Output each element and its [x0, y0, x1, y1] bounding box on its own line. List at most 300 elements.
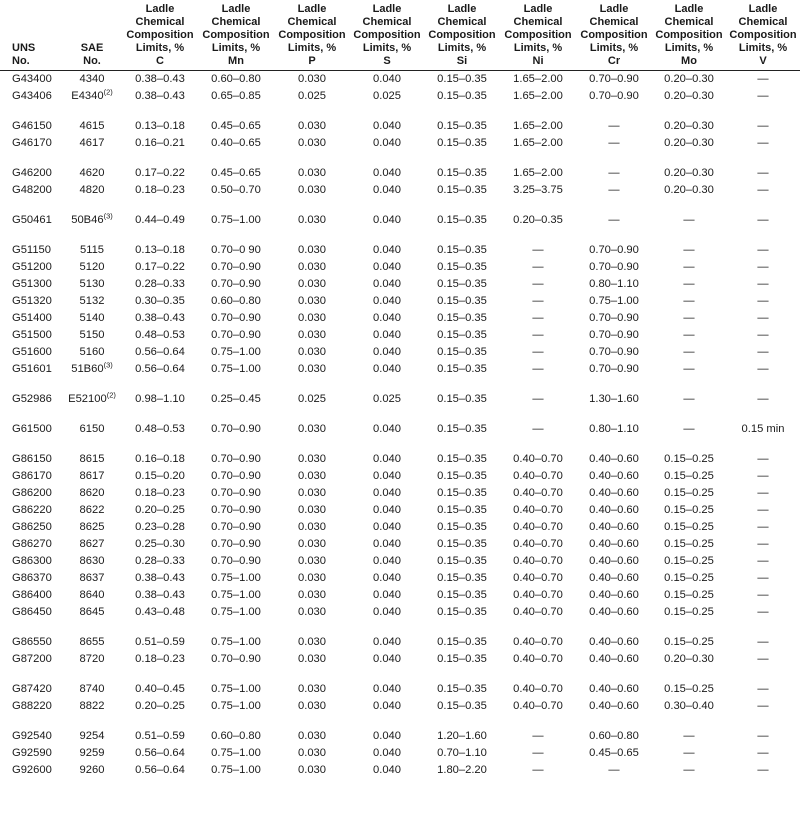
- cell-si: 0.15–0.35: [437, 423, 487, 435]
- cell-c: 0.13–0.18: [135, 120, 185, 132]
- cell-mo: 0.15–0.25: [664, 487, 714, 499]
- cell-v: —: [757, 453, 769, 465]
- cell-ni: —: [532, 295, 544, 307]
- cell-s: 0.025: [373, 393, 401, 405]
- cell-p: 0.030: [298, 555, 326, 567]
- cell-mo: —: [683, 747, 695, 759]
- cell-ni: —: [532, 423, 544, 435]
- cell-mo: —: [683, 295, 695, 307]
- cell-v: —: [757, 244, 769, 256]
- cell-s: 0.040: [373, 653, 401, 665]
- header-si: Ladle Chemical Composition Limits, % Si: [428, 3, 496, 67]
- cell-v: —: [757, 167, 769, 179]
- cell-uns: G86170: [12, 470, 52, 482]
- table-row: [0, 536, 800, 553]
- cell-ni: —: [532, 393, 544, 405]
- cell-c: 0.56–0.64: [135, 764, 185, 776]
- cell-p: 0.030: [298, 730, 326, 742]
- cell-v: —: [757, 214, 769, 226]
- cell-si: 1.80–2.20: [437, 764, 487, 776]
- cell-sae: 8630: [79, 555, 105, 567]
- cell-c: 0.30–0.35: [135, 295, 185, 307]
- footnote-ref: (2): [106, 390, 116, 400]
- cell-mo: 0.20–0.30: [664, 137, 714, 149]
- cell-si: 0.15–0.35: [437, 636, 487, 648]
- cell-s: 0.040: [373, 487, 401, 499]
- cell-s: 0.040: [373, 453, 401, 465]
- cell-v: —: [757, 363, 769, 375]
- header-uns: UNS No.: [12, 42, 36, 67]
- cell-sae: 8622: [79, 504, 105, 516]
- cell-si: 0.15–0.35: [437, 683, 487, 695]
- cell-c: 0.56–0.64: [135, 346, 185, 358]
- cell-si: 0.15–0.35: [437, 167, 487, 179]
- cell-v: —: [757, 589, 769, 601]
- cell-v: —: [757, 120, 769, 132]
- cell-si: 0.15–0.35: [437, 73, 487, 85]
- table-row: [0, 728, 800, 745]
- cell-ni: —: [532, 261, 544, 273]
- cell-ni: 0.40–0.70: [513, 470, 563, 482]
- cell-mn: 0.70–0.90: [211, 521, 261, 533]
- cell-mo: 0.20–0.30: [664, 90, 714, 102]
- cell-si: 0.15–0.35: [437, 453, 487, 465]
- cell-v: —: [757, 653, 769, 665]
- cell-sae: 8620: [79, 487, 105, 499]
- cell-mo: —: [683, 730, 695, 742]
- cell-sae: 50B46$^{(3)}$: [71, 211, 113, 226]
- table-row: [0, 242, 800, 259]
- row-spacer: [0, 105, 800, 118]
- cell-mn: 0.70–0 90: [211, 244, 261, 256]
- cell-p: 0.030: [298, 683, 326, 695]
- cell-s: 0.040: [373, 423, 401, 435]
- cell-mo: —: [683, 764, 695, 776]
- cell-sae: 8822: [79, 700, 105, 712]
- cell-cr: 0.75–1.00: [589, 295, 639, 307]
- cell-cr: 0.70–0.90: [589, 346, 639, 358]
- cell-si: 0.15–0.35: [437, 261, 487, 273]
- cell-uns: G51300: [12, 278, 52, 290]
- cell-cr: 0.40–0.60: [589, 572, 639, 584]
- cell-v: —: [757, 470, 769, 482]
- cell-sae: 8640: [79, 589, 105, 601]
- cell-mo: —: [683, 423, 695, 435]
- cell-sae: 51B60$^{(3)}$: [71, 360, 113, 375]
- cell-sae: 4340: [79, 73, 105, 85]
- cell-si: 0.15–0.35: [437, 487, 487, 499]
- cell-cr: 0.45–0.65: [589, 747, 639, 759]
- cell-uns: G51600: [12, 346, 52, 358]
- cell-uns: G87420: [12, 683, 52, 695]
- cell-p: 0.030: [298, 470, 326, 482]
- cell-ni: —: [532, 346, 544, 358]
- cell-si: 0.15–0.35: [437, 504, 487, 516]
- cell-p: 0.030: [298, 606, 326, 618]
- cell-uns: G86270: [12, 538, 52, 550]
- cell-c: 0.38–0.43: [135, 572, 185, 584]
- cell-p: 0.030: [298, 214, 326, 226]
- cell-uns: G48200: [12, 184, 52, 196]
- table-row: [0, 421, 800, 438]
- cell-cr: 0.70–0.90: [589, 90, 639, 102]
- table-row: [0, 344, 800, 361]
- cell-v: —: [757, 636, 769, 648]
- cell-p: 0.030: [298, 521, 326, 533]
- cell-mn: 0.45–0.65: [211, 120, 261, 132]
- table-row: [0, 118, 800, 135]
- cell-sae: 5115: [79, 244, 105, 256]
- cell-mo: —: [683, 329, 695, 341]
- cell-cr: 0.40–0.60: [589, 555, 639, 567]
- cell-ni: —: [532, 730, 544, 742]
- cell-sae: 8617: [79, 470, 105, 482]
- cell-ni: 0.40–0.70: [513, 606, 563, 618]
- table-row: [0, 165, 800, 182]
- cell-mn: 0.70–0.90: [211, 487, 261, 499]
- cell-cr: 0.70–0.90: [589, 329, 639, 341]
- cell-c: 0.51–0.59: [135, 636, 185, 648]
- cell-sae: 8645: [79, 606, 105, 618]
- cell-cr: 0.40–0.60: [589, 589, 639, 601]
- table-body: [0, 71, 800, 780]
- cell-s: 0.040: [373, 555, 401, 567]
- cell-mo: 0.15–0.25: [664, 453, 714, 465]
- cell-v: —: [757, 555, 769, 567]
- cell-c: 0.20–0.25: [135, 700, 185, 712]
- cell-p: 0.030: [298, 346, 326, 358]
- table-row: [0, 135, 800, 152]
- cell-ni: 3.25–3.75: [513, 184, 563, 196]
- cell-s: 0.040: [373, 538, 401, 550]
- cell-s: 0.040: [373, 214, 401, 226]
- cell-s: 0.040: [373, 589, 401, 601]
- cell-cr: 0.70–0.90: [589, 244, 639, 256]
- cell-mn: 0.45–0.65: [211, 167, 261, 179]
- cell-c: 0.17–0.22: [135, 167, 185, 179]
- cell-v: —: [757, 572, 769, 584]
- cell-ni: 1.65–2.00: [513, 120, 563, 132]
- cell-v: —: [757, 504, 769, 516]
- cell-mo: —: [683, 261, 695, 273]
- cell-sae: 8627: [79, 538, 105, 550]
- cell-c: 0.56–0.64: [135, 363, 185, 375]
- cell-uns: G61500: [12, 423, 52, 435]
- cell-uns: G43400: [12, 73, 52, 85]
- cell-sae: 5130: [79, 278, 105, 290]
- cell-sae: 8720: [79, 653, 105, 665]
- cell-mn: 0.75–1.00: [211, 589, 261, 601]
- cell-si: 0.15–0.35: [437, 90, 487, 102]
- cell-ni: 0.20–0.35: [513, 214, 563, 226]
- cell-p: 0.025: [298, 90, 326, 102]
- cell-c: 0.25–0.30: [135, 538, 185, 550]
- cell-uns: G87200: [12, 653, 52, 665]
- cell-mo: —: [683, 346, 695, 358]
- cell-uns: G51320: [12, 295, 52, 307]
- cell-s: 0.040: [373, 167, 401, 179]
- cell-p: 0.030: [298, 167, 326, 179]
- cell-c: 0.40–0.45: [135, 683, 185, 695]
- cell-c: 0.38–0.43: [135, 73, 185, 85]
- cell-p: 0.030: [298, 700, 326, 712]
- cell-sae: 8655: [79, 636, 105, 648]
- row-spacer: [0, 152, 800, 165]
- cell-s: 0.040: [373, 700, 401, 712]
- cell-c: 0.44–0.49: [135, 214, 185, 226]
- cell-mo: 0.20–0.30: [664, 167, 714, 179]
- cell-v: —: [757, 538, 769, 550]
- cell-cr: —: [608, 167, 620, 179]
- cell-cr: 0.60–0.80: [589, 730, 639, 742]
- cell-s: 0.040: [373, 278, 401, 290]
- cell-v: —: [757, 747, 769, 759]
- cell-uns: G86550: [12, 636, 52, 648]
- cell-si: 0.15–0.35: [437, 214, 487, 226]
- row-spacer: [0, 408, 800, 421]
- cell-uns: G43406: [12, 90, 52, 102]
- cell-s: 0.040: [373, 184, 401, 196]
- cell-mn: 0.75–1.00: [211, 747, 261, 759]
- cell-mn: 0.70–0.90: [211, 470, 261, 482]
- cell-ni: 0.40–0.70: [513, 504, 563, 516]
- cell-uns: G46150: [12, 120, 52, 132]
- cell-ni: 0.40–0.70: [513, 555, 563, 567]
- cell-cr: 0.40–0.60: [589, 653, 639, 665]
- cell-ni: 1.65–2.00: [513, 167, 563, 179]
- cell-c: 0.23–0.28: [135, 521, 185, 533]
- cell-s: 0.040: [373, 636, 401, 648]
- table-row: [0, 71, 800, 89]
- cell-s: 0.040: [373, 73, 401, 85]
- cell-cr: —: [608, 120, 620, 132]
- cell-si: 0.15–0.35: [437, 346, 487, 358]
- cell-sae: 4615: [79, 120, 105, 132]
- header-ni: Ladle Chemical Composition Limits, % Ni: [504, 3, 572, 67]
- cell-mo: 0.15–0.25: [664, 606, 714, 618]
- cell-mn: 0.70–0.90: [211, 329, 261, 341]
- cell-mo: 0.20–0.30: [664, 653, 714, 665]
- table-row: [0, 502, 800, 519]
- cell-si: 0.15–0.35: [437, 589, 487, 601]
- cell-v: —: [757, 329, 769, 341]
- cell-s: 0.040: [373, 470, 401, 482]
- table-row: [0, 485, 800, 502]
- cell-p: 0.030: [298, 572, 326, 584]
- cell-mn: 0.70–0.90: [211, 423, 261, 435]
- cell-cr: 0.40–0.60: [589, 606, 639, 618]
- cell-uns: G51400: [12, 312, 52, 324]
- cell-s: 0.040: [373, 261, 401, 273]
- cell-p: 0.030: [298, 295, 326, 307]
- cell-mn: 0.25–0.45: [211, 393, 261, 405]
- cell-ni: —: [532, 329, 544, 341]
- header-mo: Ladle Chemical Composition Limits, % Mo: [655, 3, 723, 67]
- cell-uns: G86220: [12, 504, 52, 516]
- cell-s: 0.025: [373, 90, 401, 102]
- table-row: [0, 182, 800, 199]
- cell-v: —: [757, 278, 769, 290]
- cell-uns: G92600: [12, 764, 52, 776]
- cell-uns: G86200: [12, 487, 52, 499]
- cell-v: —: [757, 312, 769, 324]
- cell-mn: 0.60–0.80: [211, 73, 261, 85]
- header-cr: Ladle Chemical Composition Limits, % Cr: [580, 3, 648, 67]
- cell-uns: G86370: [12, 572, 52, 584]
- cell-mn: 0.60–0.80: [211, 295, 261, 307]
- cell-mn: 0.40–0.65: [211, 137, 261, 149]
- cell-v: —: [757, 261, 769, 273]
- cell-sae: 8637: [79, 572, 105, 584]
- cell-si: 0.15–0.35: [437, 572, 487, 584]
- cell-p: 0.030: [298, 636, 326, 648]
- cell-c: 0.48–0.53: [135, 329, 185, 341]
- table-row: [0, 634, 800, 651]
- table-row: [0, 293, 800, 310]
- cell-cr: —: [608, 184, 620, 196]
- cell-p: 0.030: [298, 244, 326, 256]
- cell-c: 0.13–0.18: [135, 244, 185, 256]
- cell-mn: 0.70–0.90: [211, 653, 261, 665]
- cell-sae: 8740: [79, 683, 105, 695]
- cell-s: 0.040: [373, 295, 401, 307]
- header-v: Ladle Chemical Composition Limits, % V: [729, 3, 797, 67]
- cell-mo: 0.15–0.25: [664, 636, 714, 648]
- cell-cr: 0.70–0.90: [589, 73, 639, 85]
- header-p: Ladle Chemical Composition Limits, % P: [278, 3, 346, 67]
- cell-ni: 0.40–0.70: [513, 653, 563, 665]
- cell-cr: —: [608, 137, 620, 149]
- row-spacer: [0, 438, 800, 451]
- cell-p: 0.030: [298, 329, 326, 341]
- cell-sae: E4340$^{(2)}$: [71, 87, 113, 102]
- cell-si: 0.70–1.10: [437, 747, 487, 759]
- cell-cr: 0.40–0.60: [589, 470, 639, 482]
- cell-mo: 0.30–0.40: [664, 700, 714, 712]
- cell-mn: 0.75–1.00: [211, 764, 261, 776]
- cell-si: 0.15–0.35: [437, 137, 487, 149]
- cell-cr: 0.40–0.60: [589, 636, 639, 648]
- cell-p: 0.030: [298, 747, 326, 759]
- cell-p: 0.030: [298, 653, 326, 665]
- cell-ni: 0.40–0.70: [513, 700, 563, 712]
- table-row: [0, 88, 800, 105]
- cell-ni: 1.65–2.00: [513, 90, 563, 102]
- cell-sae: E52100$^{(2)}$: [68, 390, 116, 405]
- table-row: [0, 212, 800, 229]
- cell-ni: 0.40–0.70: [513, 572, 563, 584]
- row-spacer: [0, 715, 800, 728]
- header-s: Ladle Chemical Composition Limits, % S: [353, 3, 421, 67]
- cell-sae: 9260: [79, 764, 105, 776]
- table-row: [0, 361, 800, 378]
- cell-c: 0.28–0.33: [135, 278, 185, 290]
- cell-sae: 5140: [79, 312, 105, 324]
- cell-uns: G86300: [12, 555, 52, 567]
- cell-v: —: [757, 137, 769, 149]
- cell-mo: —: [683, 244, 695, 256]
- table-row: [0, 259, 800, 276]
- cell-uns: G51200: [12, 261, 52, 273]
- cell-si: 0.15–0.35: [437, 555, 487, 567]
- cell-cr: 0.40–0.60: [589, 700, 639, 712]
- cell-c: 0.56–0.64: [135, 747, 185, 759]
- table-row: [0, 745, 800, 762]
- table-row: [0, 451, 800, 468]
- table-row: [0, 310, 800, 327]
- cell-p: 0.030: [298, 73, 326, 85]
- cell-sae: 4617: [79, 137, 105, 149]
- cell-ni: 1.65–2.00: [513, 73, 563, 85]
- cell-cr: 0.40–0.60: [589, 504, 639, 516]
- cell-s: 0.040: [373, 346, 401, 358]
- cell-sae: 5160: [79, 346, 105, 358]
- cell-s: 0.040: [373, 312, 401, 324]
- table-row: [0, 587, 800, 604]
- cell-uns: G51601: [12, 363, 52, 375]
- cell-mo: 0.15–0.25: [664, 521, 714, 533]
- cell-p: 0.025: [298, 393, 326, 405]
- cell-sae: 9259: [79, 747, 105, 759]
- cell-s: 0.040: [373, 747, 401, 759]
- cell-ni: 0.40–0.70: [513, 538, 563, 550]
- cell-mo: 0.15–0.25: [664, 470, 714, 482]
- footnote-ref: (3): [103, 360, 113, 370]
- cell-cr: 0.40–0.60: [589, 453, 639, 465]
- table-row: [0, 651, 800, 668]
- cell-si: 0.15–0.35: [437, 120, 487, 132]
- cell-mo: —: [683, 312, 695, 324]
- cell-uns: G92540: [12, 730, 52, 742]
- cell-sae: 9254: [79, 730, 105, 742]
- header-mn: Ladle Chemical Composition Limits, % Mn: [202, 3, 270, 67]
- cell-c: 0.16–0.21: [135, 137, 185, 149]
- cell-sae: 4820: [79, 184, 105, 196]
- cell-mo: 0.15–0.25: [664, 683, 714, 695]
- table-row: [0, 604, 800, 621]
- cell-ni: —: [532, 747, 544, 759]
- footnote-ref: (2): [103, 87, 113, 97]
- cell-mn: 0.70–0.90: [211, 278, 261, 290]
- cell-cr: 0.40–0.60: [589, 521, 639, 533]
- cell-si: 0.15–0.35: [437, 538, 487, 550]
- cell-p: 0.030: [298, 504, 326, 516]
- cell-mn: 0.75–1.00: [211, 683, 261, 695]
- cell-cr: 1.30–1.60: [589, 393, 639, 405]
- cell-c: 0.17–0.22: [135, 261, 185, 273]
- cell-p: 0.030: [298, 764, 326, 776]
- cell-si: 0.15–0.35: [437, 470, 487, 482]
- cell-mn: 0.70–0.90: [211, 261, 261, 273]
- cell-ni: 0.40–0.70: [513, 487, 563, 499]
- cell-c: 0.18–0.23: [135, 184, 185, 196]
- cell-si: 0.15–0.35: [437, 329, 487, 341]
- row-spacer: [0, 378, 800, 391]
- cell-s: 0.040: [373, 244, 401, 256]
- table-row: [0, 698, 800, 715]
- cell-v: —: [757, 346, 769, 358]
- cell-v: —: [757, 393, 769, 405]
- cell-v: —: [757, 606, 769, 618]
- cell-si: 0.15–0.35: [437, 244, 487, 256]
- cell-ni: —: [532, 244, 544, 256]
- cell-p: 0.030: [298, 184, 326, 196]
- cell-c: 0.18–0.23: [135, 487, 185, 499]
- cell-uns: G51500: [12, 329, 52, 341]
- cell-c: 0.51–0.59: [135, 730, 185, 742]
- table-row: [0, 468, 800, 485]
- cell-mn: 0.75–1.00: [211, 572, 261, 584]
